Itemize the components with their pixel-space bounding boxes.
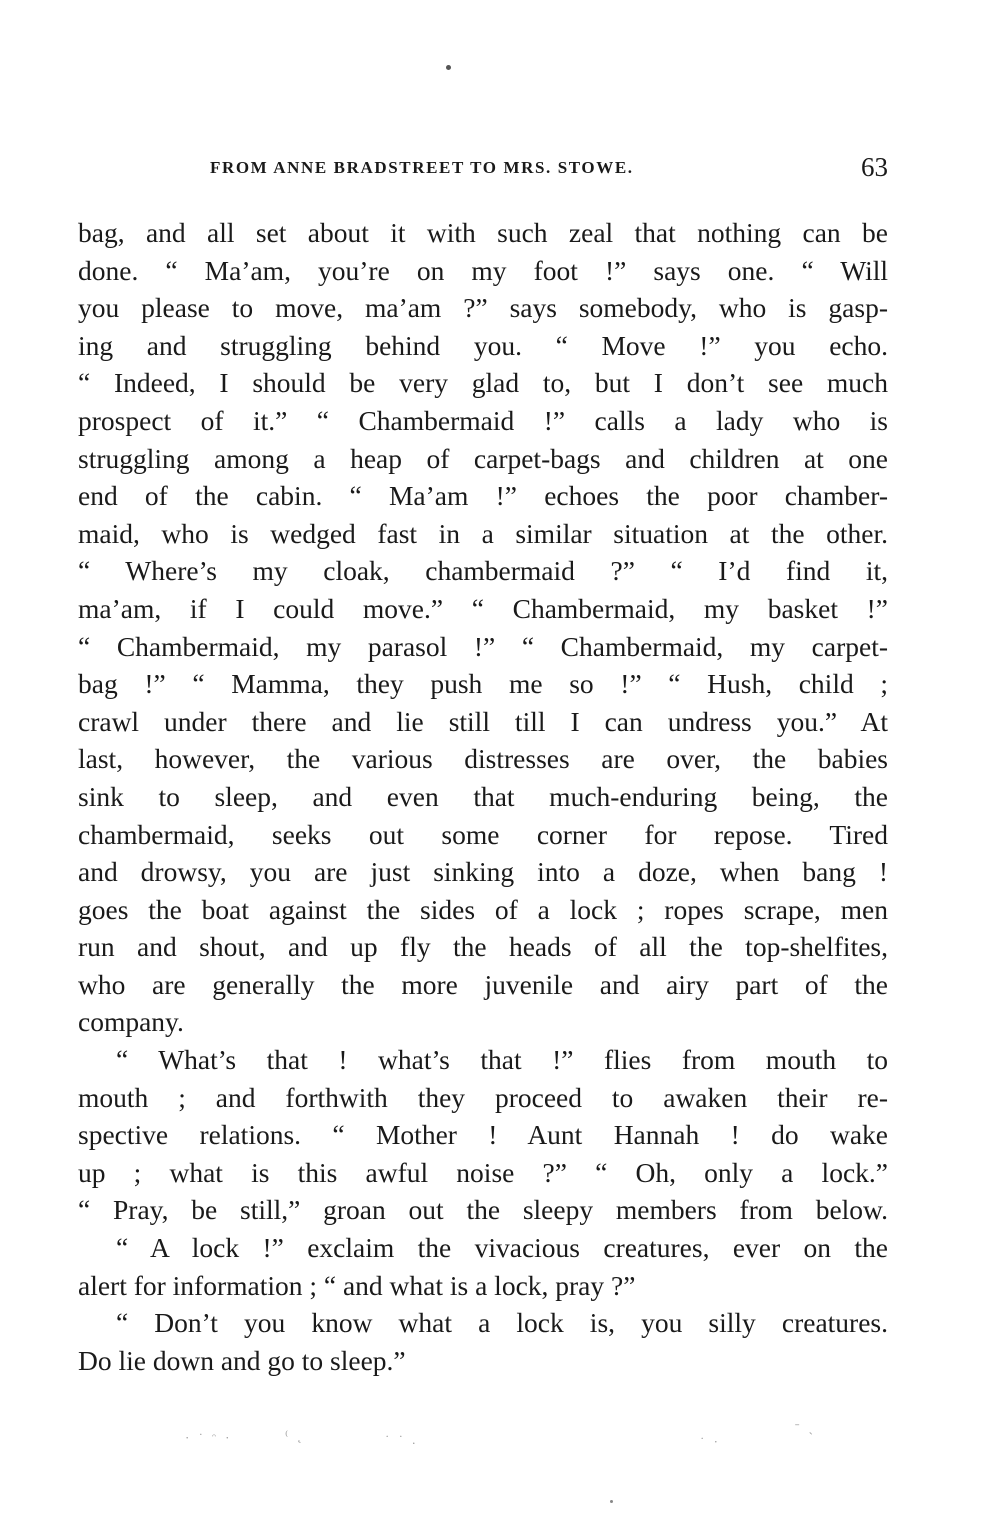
text-line: ing and struggling behind you. “ Move !” you echo. xyxy=(78,329,888,361)
ink-speck xyxy=(610,1500,613,1503)
text-line: and drowsy, you are just sinking into a doze, when bang ! xyxy=(78,856,888,888)
text-line: struggling among a heap of carpet-bags and children at one xyxy=(78,442,888,474)
text-line: crawl under there and lie still till I can undress you.” At xyxy=(78,705,888,737)
ink-speck xyxy=(446,65,451,70)
scan-smudge: ⁽ ˛ xyxy=(285,1428,305,1443)
text-line: mouth ; and forthwith they proceed to awaken their re- xyxy=(78,1081,888,1113)
page-header xyxy=(78,152,888,188)
text-line: ma’am, if I could move.” “ Chambermaid, my basket !” xyxy=(78,592,888,624)
paragraph-start-line: “ What’s that ! what’s that !” flies from mouth to xyxy=(116,1044,888,1076)
text-line: goes the boat against the sides of a lock ; ropes scrape, men xyxy=(78,893,888,925)
text-line: prospect of it.” “ Chambermaid !” calls a lady who is xyxy=(78,404,888,436)
paragraph-start-line: “ A lock !” exclaim the vivacious creatures, ever on the xyxy=(116,1232,888,1264)
text-line: bag, and all set about it with such zeal that nothing can be xyxy=(78,217,888,248)
scan-smudge: ˙ ˙ . xyxy=(385,1432,419,1447)
text-line: spective relations. “ Mother ! Aunt Hannah ! do wake xyxy=(78,1119,888,1151)
page-number: 63 xyxy=(861,152,888,182)
text-line: “ Chambermaid, my parasol !” “ Chambermaid, my carpet- xyxy=(78,630,888,662)
scan-smudge: ˉ ˎ xyxy=(795,1420,816,1435)
text-line: sink to sleep, and even that much-enduring being, the xyxy=(78,780,888,812)
text-line: who are generally the more juvenile and airy part of the xyxy=(78,968,888,1000)
running-head: FROM ANNE BRADSTREET TO MRS. STOWE. xyxy=(210,158,634,177)
paragraph-end-line: alert for information ; “ and what is a lock, pray ?” xyxy=(78,1269,636,1301)
scan-smudge: · ˙ ᵔ · xyxy=(185,1430,233,1445)
paragraph-start-line: “ Don’t you know what a lock is, you silly creatures. xyxy=(116,1307,888,1339)
text-line: “ Indeed, I should be very glad to, but I don’t see much xyxy=(78,367,888,399)
text-line: you please to move, ma’am ?” says somebody, who is gasp- xyxy=(78,292,888,324)
body-text xyxy=(78,214,888,1379)
text-line: done. “ Ma’am, you’re on my foot !” says one. “ Will xyxy=(78,254,888,286)
paragraph-end-line: company. xyxy=(78,1006,184,1038)
scan-smudge: ˙ · xyxy=(700,1434,721,1449)
text-line: chambermaid, seeks out some corner for repose. Tired xyxy=(78,818,888,850)
text-line: up ; what is this awful noise ?” “ Oh, only a lock.” xyxy=(78,1156,888,1188)
text-line: last, however, the various distresses are over, the babies xyxy=(78,743,888,775)
text-line: end of the cabin. “ Ma’am !” echoes the poor chamber- xyxy=(78,480,888,512)
paragraph-end-line: “ Pray, be still,” groan out the sleepy members from below. xyxy=(78,1194,888,1226)
text-line: maid, who is wedged fast in a similar situation at the other. xyxy=(78,517,888,549)
text-line: bag !” “ Mamma, they push me so !” “ Hush, child ; xyxy=(78,668,888,700)
text-line: “ Where’s my cloak, chambermaid ?” “ I’d find it, xyxy=(78,555,888,587)
text-line: run and shout, and up fly the heads of all the top-shelfites, xyxy=(78,931,888,963)
paragraph-end-line: Do lie down and go to sleep.” xyxy=(78,1344,406,1376)
